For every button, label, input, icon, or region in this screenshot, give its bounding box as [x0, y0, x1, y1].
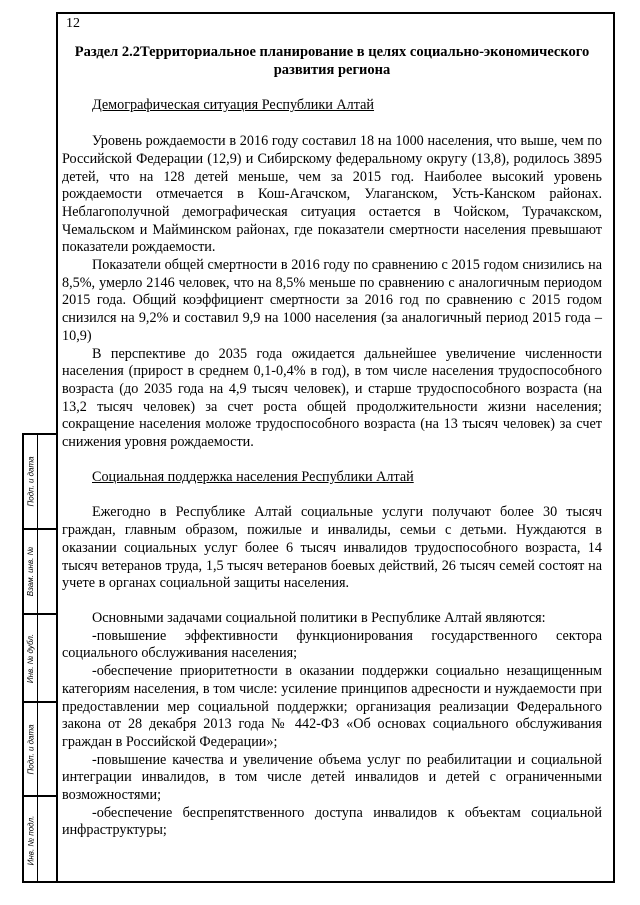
list-item: -повышение эффективности функционирования государственного сектора социального обслуживания населения; — [62, 627, 602, 662]
section-heading: Раздел 2.2Территориальное планирование в целях социально-экономического развития региона — [74, 44, 590, 78]
social-support-subheading: Социальная поддержка населения Республики Алтай — [92, 468, 414, 485]
stamp-cell — [24, 703, 58, 797]
stamp-label: Подп. и дата — [26, 723, 36, 775]
list-item: -обеспечение приоритетности в оказании поддержки социально незащищенным категориям населения, в том числе: усиление принципов адресности и нуждаемости при предоставлении мер социальной поддержки; организация реализации Федерального закона от 28 декабря 2013 года № 442-ФЗ «Об основах социального обслуживания граждан в Российской Федерации»; — [62, 663, 602, 750]
paragraph: Уровень рождаемости в 2016 году составил 18 на 1000 населения, что выше, чем по Российской Федерации (12,9) и Сибирскому федеральному округу (13,8), родилось 3895 детей, что на 128 детей меньше, чем за 2015 год. Наиболее высокий уровень рождаемости отмечается в Кош-Агачском, Улаганском, Усть-Канском районах. Неблагополучной демографическая ситуация остается в Чойском, Турачакском, Чемальском и Майминском районах, где показатели смертности населения превышают показатели рождаемости. — [62, 133, 602, 256]
paragraph: Основными задачами социальной политики в Республике Алтай являются: — [92, 609, 546, 626]
stamp-label: Инв. № подл. — [26, 815, 36, 865]
paragraph: Показатели общей смертности в 2016 году по сравнению с 2015 годом снизились на 8,5%, умерло 2146 человек, что на 8,5% меньше по сравнению с аналогичным периодом 2015 года. Общий коэффициент смертности за 2016 год по сравнению с 2015 годом снизился на 9,2% и составил 9,9 на 1000 населения (за аналогичный период 2015 года – 10,9) — [62, 257, 602, 344]
paragraph: Ежегодно в Республике Алтай социальные услуги получают более 30 тысяч граждан, главным образом, пожилые и инвалиды, семьи с детьми. Нуждаются в оказании социальных услуг более 6 тысяч инвалидов трудоспособного возраста, 14 тысяч ветеранов труда, 1,5 тысяч ветеранов боевых действий, 26 тысяч семей состоят на учете в органах социальной защиты населения. — [62, 504, 602, 592]
list-item: -повышение качества и увеличение объема услуг по реабилитации и социальной интеграции инвалидов, в том числе детей инвалидов и детей с ограниченными возможностями; — [62, 751, 602, 804]
document-body — [62, 44, 602, 840]
stamp-cell — [24, 530, 58, 615]
stamp-cell — [24, 615, 58, 703]
stamp-cell — [24, 797, 58, 883]
stamp-label: Инв. № дубл. — [26, 633, 36, 683]
paragraph: В перспективе до 2035 года ожидается дальнейшее увеличение численности населения (прирост в среднем 0,1-0,4% в год), в том числе населения трудоспособного возраста (до 2035 года на 4,9 тысяч человек), и старше трудоспособного возраста (на 13,2 тысяч человек) за счет роста общей продолжительности жизни населения; сокращение населения моложе трудоспособного возраста (на 13 тысяч человек) за счет снижения уровня рождаемости. — [62, 345, 602, 451]
stamp-cell — [24, 435, 58, 530]
list-item: -обеспечение беспрепятственного доступа инвалидов к объектам социальной инфраструктуры; — [62, 804, 602, 839]
page-number: 12 — [66, 16, 80, 31]
demography-subheading: Демографическая ситуация Республики Алтай — [92, 97, 375, 114]
stamp-column — [22, 433, 58, 883]
stamp-label: Подп. и дата — [26, 456, 36, 507]
stamp-label: Взам. инв. № — [26, 546, 36, 597]
